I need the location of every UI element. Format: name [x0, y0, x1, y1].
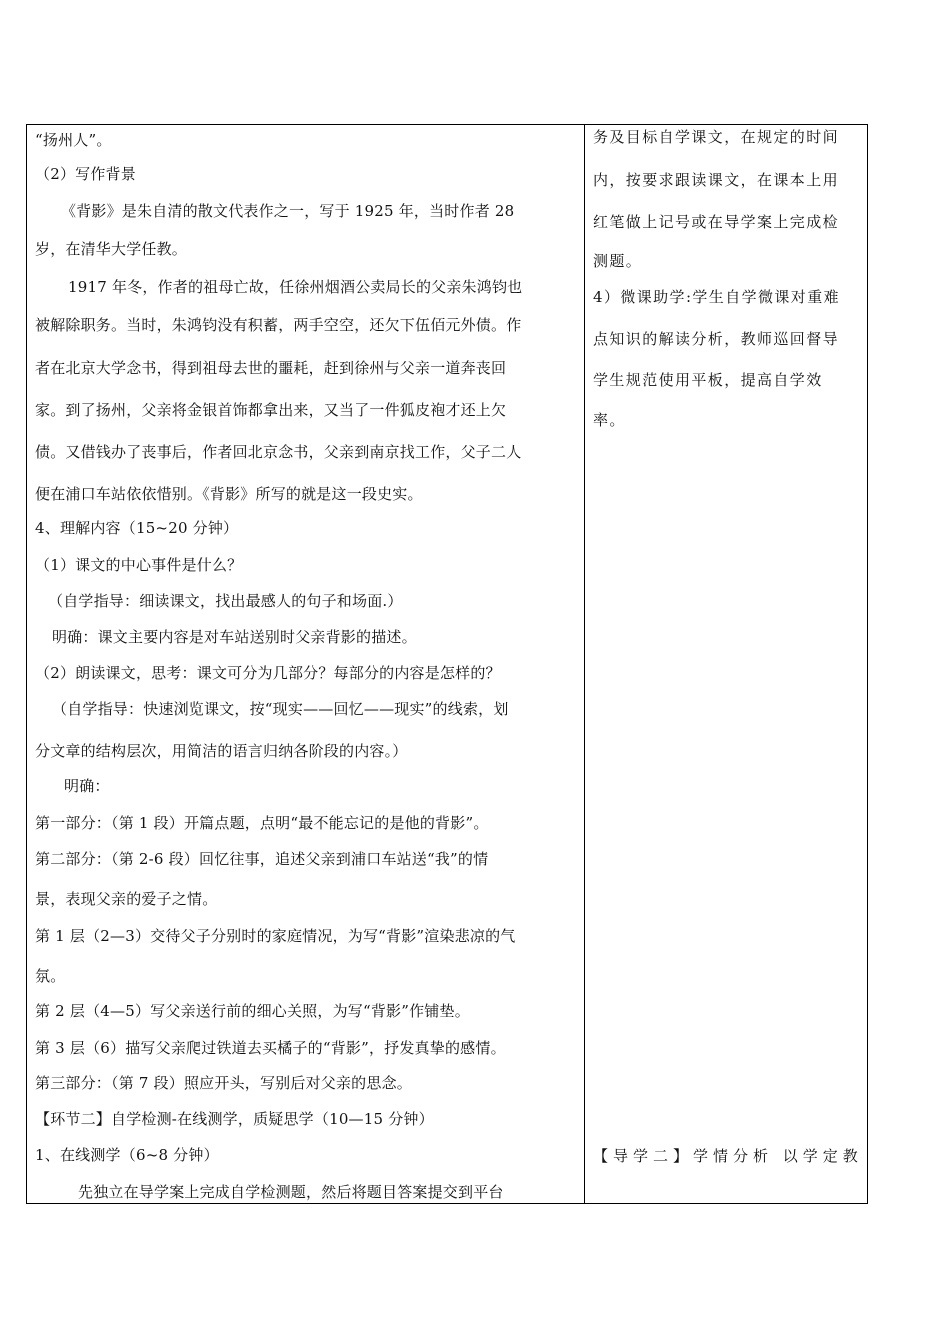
text-line: 《背影》是朱自清的散文代表作之一，写于 1925 年，当时作者 28 — [61, 202, 515, 220]
text-line: 第 1 层（2—3）交待父子分别时的家庭情况，为写“背影”渲染悲凉的气 — [35, 927, 516, 945]
text-line: 第一部分：（第 1 段）开篇点题，点明“最不能忘记的是他的背影”。 — [35, 814, 489, 832]
text-line: 先独立在导学案上完成自学检测题，然后将题目答案提交到平台 — [78, 1183, 504, 1201]
section-heading: （2）写作背景 — [35, 165, 136, 183]
text-line: 明确： — [64, 777, 110, 795]
section-heading: 【导学二】学情分析 以学定教 — [593, 1147, 863, 1165]
text-line: 家。到了扬州，父亲将金银首饰都拿出来，又当了一件狐皮袍才还上欠 — [35, 401, 507, 419]
text-line: 者在北京大学念书，得到祖母去世的噩耗，赶到徐州与父亲一道奔丧回 — [35, 359, 507, 377]
text-line: 点知识的解读分析，教师巡回督导 — [593, 330, 840, 348]
text-line: 学生规范使用平板，提高自学效 — [593, 371, 823, 389]
text-line: 1917 年冬，作者的祖母亡故，任徐州烟酒公卖局长的父亲朱鸿钧也 — [68, 278, 523, 296]
section-heading: 4、理解内容（15~20 分钟） — [35, 519, 239, 537]
text-line: 被解除职务。当时，朱鸿钧没有积蓄，两手空空，还欠下伍佰元外债。作 — [35, 316, 522, 334]
text-line: 第二部分：（第 2-6 段）回忆往事，追述父亲到浦口车站送“我”的情 — [35, 850, 489, 868]
text-line: “扬州人”。 — [35, 131, 112, 149]
text-line: 分文章的结构层次，用简洁的语言归纳各阶段的内容。） — [35, 742, 408, 760]
column-divider — [584, 124, 585, 1204]
text-line: 第 2 层（4—5）写父亲送行前的细心关照，为写“背影”作铺垫。 — [35, 1002, 470, 1020]
text-line: 明确：课文主要内容是对车站送别时父亲背影的描述。 — [52, 628, 417, 646]
question-line: （1）课文的中心事件是什么？ — [35, 556, 243, 574]
text-line: 内，按要求跟读课文，在课本上用 — [593, 171, 840, 189]
text-line: 务及目标自学课文，在规定的时间 — [593, 128, 840, 146]
text-line: 氛。 — [35, 967, 66, 985]
text-line: 第三部分：（第 7 段）照应开头，写别后对父亲的思念。 — [35, 1074, 412, 1092]
text-line: 率。 — [593, 411, 626, 429]
question-line: （2）朗读课文，思考：课文可分为几部分？每部分的内容是怎样的？ — [35, 664, 501, 682]
text-line: 第 3 层（6）描写父亲爬过铁道去买橘子的“背影”，抒发真挚的感情。 — [35, 1039, 506, 1057]
text-line: （自学指导：快速浏览课文，按“现实——回忆——现实”的线索，划 — [52, 700, 509, 718]
text-line: 岁，在清华大学任教。 — [35, 240, 188, 258]
text-line: 景，表现父亲的爱子之情。 — [35, 890, 218, 908]
text-line: 债。又借钱办了丧事后，作者回北京念书，父亲到南京找工作，父子二人 — [35, 443, 522, 461]
text-line: （自学指导：细读课文，找出最感人的句子和场面.） — [48, 592, 403, 610]
section-heading: 【环节二】自学检测-在线测学，质疑思学（10—15 分钟） — [35, 1110, 434, 1128]
section-heading: 1、在线测学（6~8 分钟） — [35, 1146, 219, 1164]
text-line: 便在浦口车站依依惜别。《背影》所写的就是这一段史实。 — [35, 485, 423, 503]
text-line: 测题。 — [593, 252, 643, 270]
text-line: 红笔做上记号或在导学案上完成检 — [593, 213, 840, 231]
text-line: 4）微课助学:学生自学微课对重难 — [593, 288, 840, 306]
